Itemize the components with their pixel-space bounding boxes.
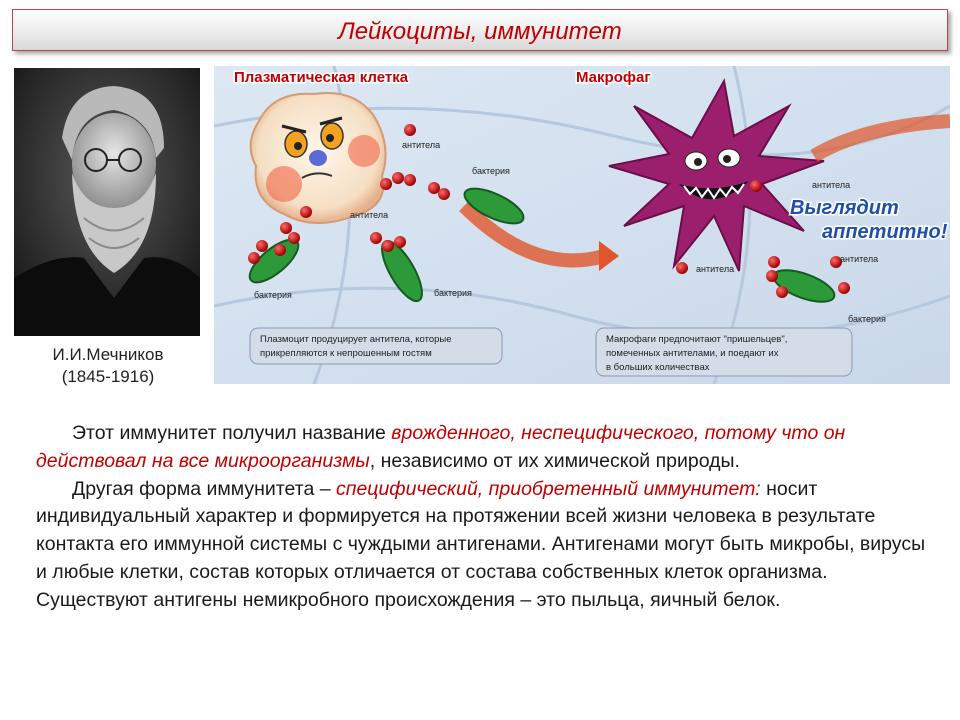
- plasma-cell-character: [251, 93, 389, 223]
- illustration-drawing: [214, 66, 950, 384]
- portrait-photo: [14, 68, 200, 336]
- heading-macrophage: Макрофаг: [576, 69, 651, 86]
- label-bacterium-2: бактерия: [254, 290, 292, 300]
- label-bacterium-1: бактерия: [472, 166, 510, 176]
- note-right-line-3: в больших количествах: [606, 362, 710, 373]
- p2-start: Другая форма иммунитета –: [72, 477, 336, 500]
- slide-title: Лейкоциты, иммунитет: [338, 18, 622, 45]
- p1-start: Этот иммунитет получил название: [72, 422, 392, 444]
- title-bar: [12, 9, 948, 51]
- paragraph-1: [36, 420, 936, 476]
- p1-end: , независимо от их химической природы.: [369, 449, 740, 472]
- note-left-line-1: Плазмоцит продуцирует антитела, которые: [260, 334, 452, 345]
- heading-plasma-cell: Плазматическая клетка: [234, 69, 409, 86]
- portrait-years: (1845-1916): [61, 367, 155, 386]
- speech-line-1: Выглядит: [790, 197, 899, 219]
- note-left-line-2: прикрепляются к непрошенным гостям: [260, 348, 432, 359]
- immune-illustration: [214, 66, 950, 384]
- label-antibodies-4: антитела: [696, 264, 735, 274]
- portrait-name: И.И.Мечников: [52, 345, 164, 364]
- label-antibodies-3: антитела: [812, 180, 851, 190]
- paragraph-2: [36, 476, 936, 615]
- note-right-line-2: помеченных антителами, и поедают их: [606, 348, 779, 359]
- label-antibodies-1: антитела: [402, 140, 441, 150]
- note-right-line-1: Макрофаги предпочитают "пришельцев",: [606, 334, 788, 345]
- p1-highlight: врожденного, неспецифического, потому что он действовал на все микроорганизмы: [36, 422, 846, 472]
- label-antibodies-5: антитела: [840, 254, 879, 264]
- speech-line-2: аппетитно!: [822, 221, 948, 243]
- p2-end: носит индивидуальный характер и формируется на протяжении всей жизни человека в результате контакта его иммунной системы с чуждыми антигенами. Антигенами могут быть микробы, вирусы и любые клетки, состав которых отличается от состава собственных клеток организма. Существуют антигены немикробного происхождения – это пыльца, яичный белок.: [36, 477, 926, 611]
- label-antibodies-2: антитела: [350, 210, 389, 220]
- p2-highlight: специфический, приобретенный иммунитет:: [335, 477, 761, 500]
- label-bacterium-4: бактерия: [848, 314, 886, 324]
- portrait-drawing: [14, 68, 200, 336]
- label-bacterium-3: бактерия: [434, 288, 472, 298]
- body-text: [36, 420, 936, 615]
